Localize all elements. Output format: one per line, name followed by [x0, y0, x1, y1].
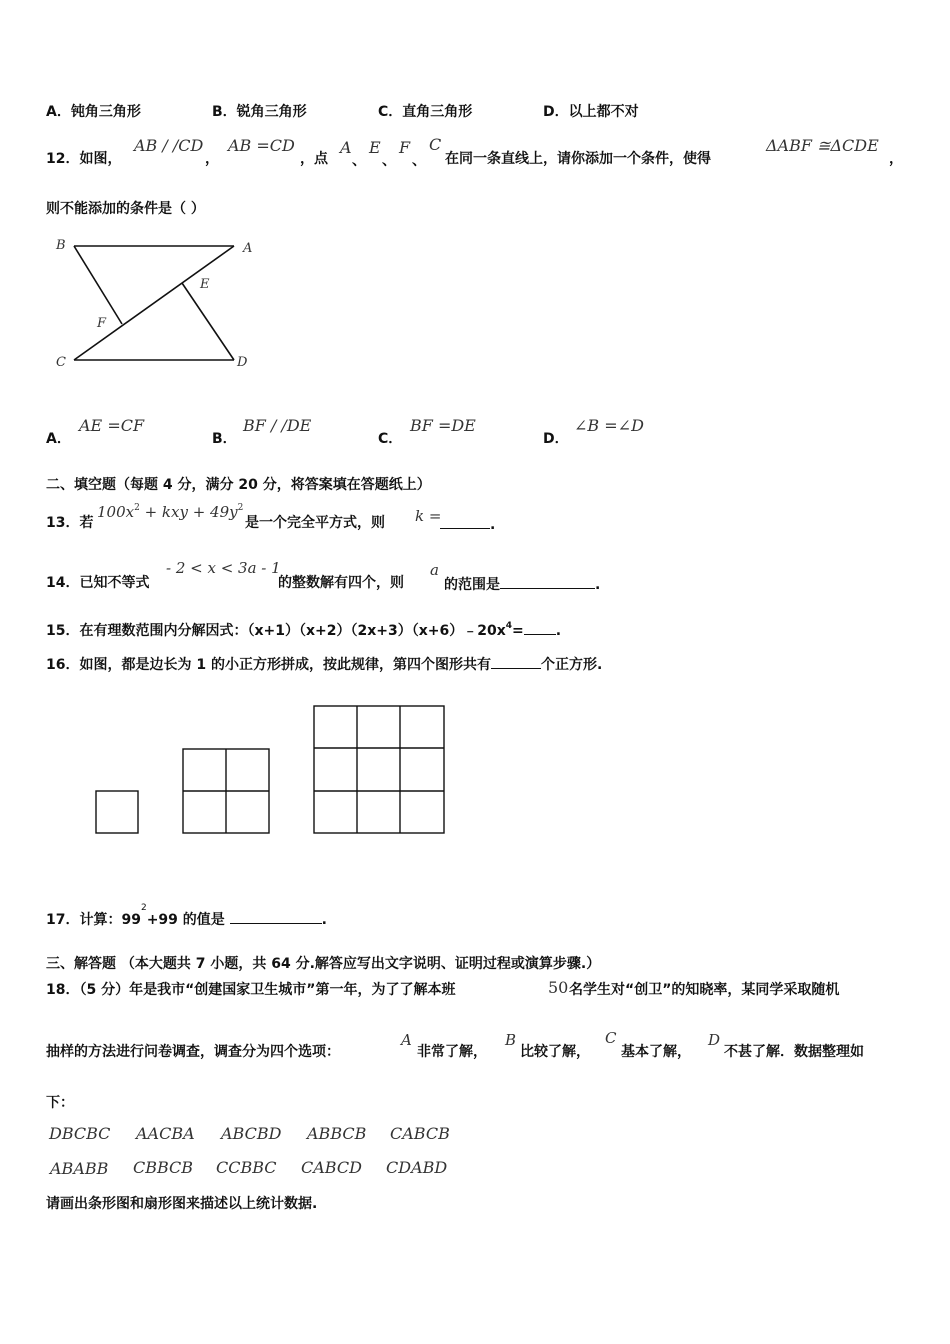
figure-1-square — [96, 791, 138, 833]
q12-option-c-letter: C． — [378, 431, 403, 447]
q12-point-c: C — [429, 135, 442, 154]
label-d: D — [237, 355, 248, 370]
label-f: F — [97, 316, 107, 331]
q18-data-cell: CBBCB — [133, 1158, 194, 1177]
q18-option-b: B — [505, 1031, 517, 1049]
section-2-heading: 二、填空题（每题 4 分，满分 20 分，将答案填在答题纸上） — [46, 477, 431, 493]
q12-congruence: ΔABF ≅ΔCDE — [766, 136, 879, 155]
q18-data-cell: ABABB — [50, 1159, 109, 1178]
q11-option-b: B．锐角三角形 — [212, 104, 307, 120]
q18-data-cell: CCBBC — [216, 1158, 277, 1177]
answer-blank[interactable] — [524, 620, 556, 635]
q15-text: 15．在有理数范围内分解因式：$(x+1)(x+2)(2x+3)(x+6)﹣20x^4=$ . — [46, 621, 562, 639]
q12-figure — [46, 230, 276, 375]
q18-data-cell: CDABD — [386, 1158, 448, 1177]
label-c: C — [56, 355, 66, 370]
label-a: A — [243, 241, 253, 256]
q18-line-2: 抽样的方法进行问卷调查，调查分为四个选项： — [46, 1044, 340, 1060]
q12-question: 则不能添加的条件是（ ） — [46, 201, 205, 217]
q12-condition-parallel: AB / /CD — [134, 136, 204, 155]
q12-option-d-math: ∠B =∠D — [574, 416, 644, 435]
q12-sep: 、 — [382, 153, 396, 169]
q12-comma-end: ， — [889, 151, 903, 167]
q12-number: 12．如图， — [46, 151, 122, 167]
q18-instruction: 请画出条形图和扇形图来描述以上统计数据. — [46, 1196, 318, 1212]
q11-option-a: A．钝角三角形 — [46, 104, 141, 120]
q11-option-d: D．以上都不对 — [543, 104, 639, 120]
q14-a: a — [430, 561, 439, 579]
q12-option-b-math: BF / /DE — [243, 416, 312, 435]
label-e: E — [200, 277, 210, 292]
q18-line-1b: 名学生对“创卫”的知晓率，某同学采取随机 — [569, 982, 840, 998]
q12-option-b-letter: B． — [212, 431, 237, 447]
q12-sep: 、 — [352, 153, 366, 169]
q12-option-a-math: AE =CF — [79, 416, 145, 435]
q18-option-a-text: 非常了解， — [417, 1044, 487, 1060]
q14-statement-2: 的范围是 . — [444, 574, 600, 594]
q12-comma: ， — [205, 151, 219, 167]
answer-blank[interactable] — [491, 654, 541, 669]
q16-figures — [90, 700, 450, 840]
q12-statement: 在同一条直线上，请你添加一个条件，使得 — [445, 151, 711, 167]
q12-sep: 、 — [412, 153, 426, 169]
segment-ed — [182, 283, 234, 360]
q12-option-d-letter: D． — [543, 431, 569, 447]
q13-statement: 是一个完全平方式，则 — [245, 515, 385, 531]
q12-option-c-math: BF =DE — [410, 416, 476, 435]
segment-ca — [74, 246, 234, 360]
q14-prefix: 14．已知不等式 — [46, 575, 150, 591]
q14-statement: 的整数解有四个，则 — [278, 575, 404, 591]
q13-answer-line: . — [440, 514, 495, 534]
q18-data-cell: CABCD — [301, 1158, 362, 1177]
q18-data-cell: ABBCB — [307, 1124, 367, 1143]
label-b: B — [56, 238, 66, 253]
q12-point-e: E — [369, 138, 381, 157]
q18-number-50: 50 — [548, 978, 569, 997]
answer-blank[interactable] — [500, 574, 595, 589]
q16-text: 16．如图，都是边长为 1 的小正方形拼成，按此规律，第四个图形共有 个正方形. — [46, 654, 602, 674]
q12-points-prefix: ，点 — [300, 151, 328, 167]
q18-data-cell: DBCBC — [49, 1124, 111, 1143]
q18-line-1a: 18．（5 分）年是我市“创建国家卫生城市”第一年，为了了解本班 — [46, 982, 456, 998]
figure-3-grid — [314, 706, 444, 833]
q18-option-b-text: 比较了解， — [520, 1044, 590, 1060]
q18-option-a: A — [401, 1031, 412, 1049]
q18-data-cell: AACBA — [136, 1124, 195, 1143]
q13-k: k = — [415, 507, 442, 525]
q18-data-cell: CABCB — [390, 1124, 450, 1143]
q12-option-a-letter: A． — [46, 431, 71, 447]
q18-line-3: 下： — [46, 1095, 74, 1111]
q14-inequality: - 2 < x < 3a - 1 — [166, 559, 281, 577]
q18-option-d: D — [708, 1031, 721, 1049]
q13-prefix: 13．若 — [46, 515, 94, 531]
q18-option-c: C — [605, 1029, 617, 1047]
q13-expression: $100x^2$ + kxy + $49y^2$ — [97, 503, 244, 521]
q17-text: 17．计算：$99^2+99$ 的值是 . — [46, 903, 327, 928]
segment-bf — [74, 246, 122, 324]
q11-option-c: C．直角三角形 — [378, 104, 473, 120]
q18-option-d-text: 不甚了解．数据整理如 — [724, 1044, 864, 1060]
q12-point-f: F — [399, 138, 411, 157]
q18-data-cell: ABCBD — [221, 1124, 282, 1143]
q12-point-a: A — [340, 138, 352, 157]
answer-blank[interactable] — [440, 514, 490, 529]
q18-option-c-text: 基本了解， — [621, 1044, 691, 1060]
answer-blank[interactable] — [230, 909, 322, 924]
section-3-heading: 三、解答题 （本大题共 7 小题，共 64 分.解答应写出文字说明、证明过程或演算步骤.） — [46, 956, 601, 972]
q12-condition-equal: AB =CD — [228, 136, 295, 155]
